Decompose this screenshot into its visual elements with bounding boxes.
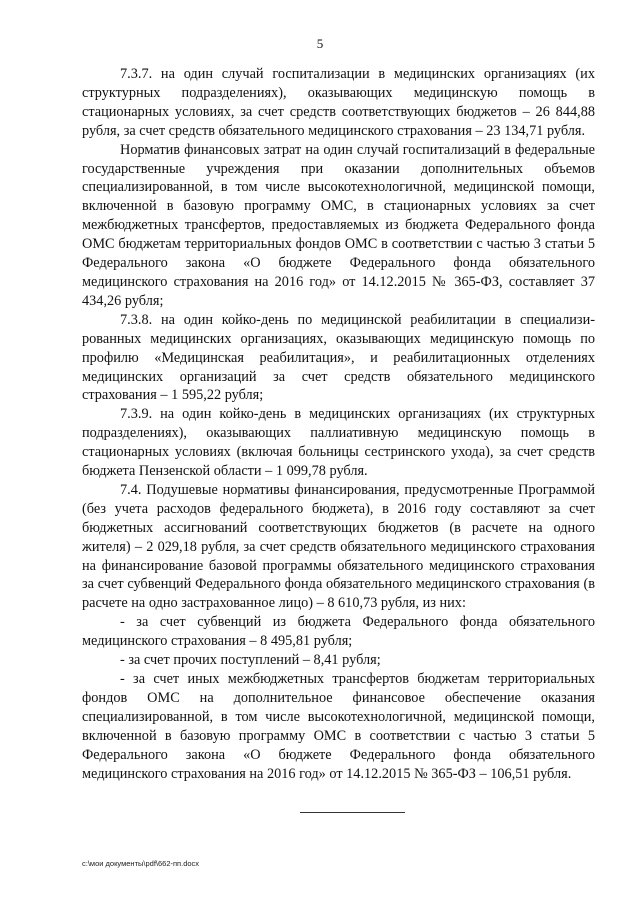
- file-path-footer: c:\мои документы\pdf\662-пп.docx: [82, 859, 200, 868]
- paragraph-normative-federal: Норматив финансовых затрат на один случай госпитализаций в федеральные государственные учреждения при оказании дополнительных объемов специализированной, в том числе высокотехнологичной, медицинской помощи, включенной в базовую программу ОМС, в стационарных условиях за счет межбюджетных трансфертов, предоставляемых из бюджета Федерального фонда ОМС бюджетам территориальных фондов ОМС в соответствии с частью 3 статьи 5 Федерального закона «О бюджете Федерального фонда обязательного медицинского страхования на 2016 год» от 14.12.2015 № 365-ФЗ, составляет 37 434,26 рубля;: [82, 141, 595, 309]
- paragraph-7-3-9: 7.3.9. на один койко-день в медицинских организациях (их структурных подразделениях), оказывающих паллиативную медицинскую помощь в стационарных условиях (включая больницы сестринского ухода), за счет средств бюджета Пензенской области – 1 099,78 рубля.: [82, 406, 595, 480]
- paragraph-7-3-8: 7.3.8. на один койко-день по медицинской реабилитации в специализированных медицинских организациях, оказывающих медицинскую помощь по профилю «Медицинская реабилитация», и реабилитационных отделениях медицинских организаций за счет средств обязательного медицинского страхования – 1 595,22 рубля;: [82, 311, 595, 404]
- paragraph-7-3-7: 7.3.7. на один случай госпитализации в медицинских организациях (их структурных подразделениях), оказывающих медицинскую помощь в стационарных условиях, за счет средств соответствующих бюджетов – 26 844,88 рубля, за счет средств обязательного медицинского страхования – 23 134,71 рубля.: [82, 66, 595, 139]
- footnote-divider: [300, 812, 405, 813]
- document-body: [82, 65, 595, 783]
- list-item-subventions: - за счет субвенций из бюджета Федерального фонда обязательного медицинского страхования – 8 495,81 рубля;: [82, 614, 595, 650]
- paragraph-7-4: 7.4. Подушевые нормативы финансирования, предусмотренные Программой (без учета расходов федерального бюджета), в 2016 году составляют за счет бюджетных ассигнований соответствующих бюджетов (в расчете на одного жителя) – 2 029,18 рубля, за счет средств обязательного медицинского страхования на финансирование базовой программы обязательного медицинского страхования за счет субвенций Федерального фонда обязательного медицинского страхования (в расчете на одно застрахованное лицо) – 8 610,73 рубля, из них:: [82, 481, 595, 612]
- page-number: 5: [316, 36, 324, 51]
- list-item-interbudget-transfers: - за счет иных межбюджетных трансфертов бюджетам территориальных фондов ОМС на дополнительное финансовое обеспечение оказания специализированной, в том числе высокотехнологичной, медицинской помощи, включенной в базовую программу ОМС в соответствии с частью 3 статьи 5 Федерального закона «О бюджете Федерального фонда обязательного медицинского страхования на 2016 год» от 14.12.2015 № 365-ФЗ – 106,51 рубля.: [82, 671, 595, 782]
- list-item-other-income: - за счет прочих поступлений – 8,41 рубля;: [120, 652, 381, 669]
